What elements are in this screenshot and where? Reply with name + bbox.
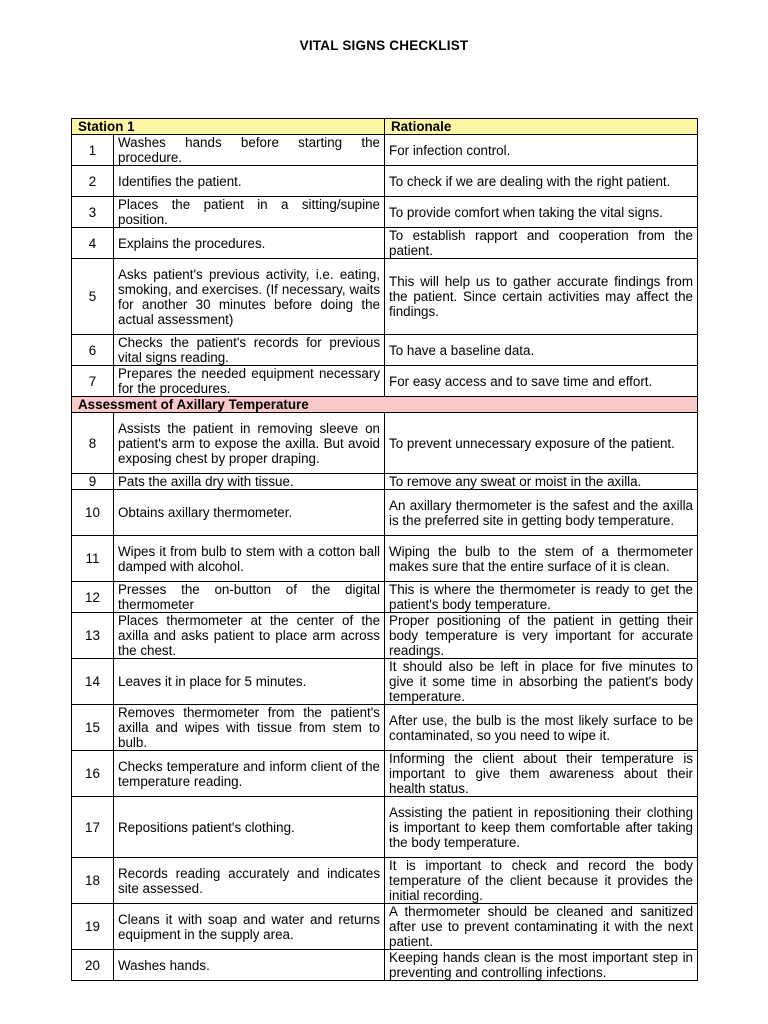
- step-number: 7: [72, 366, 114, 397]
- step-description: Repositions patient's clothing.: [114, 797, 385, 858]
- step-rationale: To provide comfort when taking the vital signs.: [385, 197, 698, 228]
- table-row: [72, 413, 698, 474]
- step-description: Presses the on-button of the digital thermometer: [114, 582, 385, 613]
- step-number: 16: [72, 751, 114, 797]
- step-description: Wipes it from bulb to stem with a cotton ball damped with alcohol.: [114, 536, 385, 582]
- table-row: [72, 659, 698, 705]
- table-row: [72, 259, 698, 335]
- step-description: Asks patient's previous activity, i.e. eating, smoking, and exercises. (If necessary, waits for another 30 minutes before doing the actual assessment): [114, 259, 385, 335]
- step-rationale: Assisting the patient in repositioning their clothing is important to keep them comfortable after taking the body temperature.: [385, 797, 698, 858]
- step-rationale: After use, the bulb is the most likely surface to be contaminated, so you need to wipe it.: [385, 705, 698, 751]
- step-description: Checks the patient's records for previous vital signs reading.: [114, 335, 385, 366]
- step-rationale: Informing the client about their temperature is important to give them awareness about their health status.: [385, 751, 698, 797]
- step-rationale: To remove any sweat or moist in the axilla.: [385, 474, 698, 490]
- step-description: Explains the procedures.: [114, 228, 385, 259]
- table-row: [72, 582, 698, 613]
- table-row: [72, 474, 698, 490]
- step-number: 9: [72, 474, 114, 490]
- step-rationale: To prevent unnecessary exposure of the patient.: [385, 413, 698, 474]
- step-description: Places thermometer at the center of the axilla and asks patient to place arm across the chest.: [114, 613, 385, 659]
- step-number: 5: [72, 259, 114, 335]
- step-number: 12: [72, 582, 114, 613]
- step-rationale: Keeping hands clean is the most important step in preventing and controlling infections.: [385, 950, 698, 981]
- step-description: Assists the patient in removing sleeve on patient's arm to expose the axilla. But avoid exposing chest by proper draping.: [114, 413, 385, 474]
- step-number: 11: [72, 536, 114, 582]
- table-row: [72, 135, 698, 166]
- step-number: 15: [72, 705, 114, 751]
- step-description: Cleans it with soap and water and returns equipment in the supply area.: [114, 904, 385, 950]
- step-description: Pats the axilla dry with tissue.: [114, 474, 385, 490]
- step-rationale: This will help us to gather accurate findings from the patient. Since certain activities may affect the findings.: [385, 259, 698, 335]
- step-description: Obtains axillary thermometer.: [114, 490, 385, 536]
- table-row: [72, 751, 698, 797]
- table-row: [72, 705, 698, 751]
- step-rationale: To have a baseline data.: [385, 335, 698, 366]
- table-row: [72, 858, 698, 904]
- step-rationale: An axillary thermometer is the safest and the axilla is the preferred site in getting body temperature.: [385, 490, 698, 536]
- step-rationale: For easy access and to save time and effort.: [385, 366, 698, 397]
- step-rationale: It is important to check and record the body temperature of the client because it provides the initial recording.: [385, 858, 698, 904]
- document-title: VITAL SIGNS CHECKLIST: [299, 38, 469, 53]
- step-number: 6: [72, 335, 114, 366]
- checklist-table: [71, 118, 698, 981]
- step-description: Washes hands.: [114, 950, 385, 981]
- section-header-row: [72, 397, 698, 413]
- step-number: 8: [72, 413, 114, 474]
- table-row: [72, 197, 698, 228]
- table-header-row: [72, 119, 698, 135]
- table-row: [72, 166, 698, 197]
- step-rationale: To check if we are dealing with the right patient.: [385, 166, 698, 197]
- step-rationale: It should also be left in place for five minutes to give it some time in absorbing the patient's body temperature.: [385, 659, 698, 705]
- step-description: Prepares the needed equipment necessary for the procedures.: [114, 366, 385, 397]
- step-rationale: To establish rapport and cooperation from the patient.: [385, 228, 698, 259]
- step-number: 2: [72, 166, 114, 197]
- rationale-header: Rationale: [385, 119, 698, 135]
- step-number: 20: [72, 950, 114, 981]
- table-row: [72, 490, 698, 536]
- section-title: Assessment of Axillary Temperature: [72, 397, 698, 413]
- step-rationale: This is where the thermometer is ready to get the patient's body temperature.: [385, 582, 698, 613]
- table-row: [72, 613, 698, 659]
- step-number: 19: [72, 904, 114, 950]
- table-row: [72, 366, 698, 397]
- step-number: 4: [72, 228, 114, 259]
- step-description: Leaves it in place for 5 minutes.: [114, 659, 385, 705]
- step-rationale: For infection control.: [385, 135, 698, 166]
- step-number: 10: [72, 490, 114, 536]
- table-row: [72, 904, 698, 950]
- table-row: [72, 228, 698, 259]
- table-row: [72, 797, 698, 858]
- step-description: Records reading accurately and indicates site assessed.: [114, 858, 385, 904]
- step-number: 3: [72, 197, 114, 228]
- step-description: Washes hands before starting the procedure.: [114, 135, 385, 166]
- table-row: [72, 536, 698, 582]
- table-row: [72, 950, 698, 981]
- station-steps: [72, 135, 698, 397]
- step-number: 18: [72, 858, 114, 904]
- step-number: 14: [72, 659, 114, 705]
- step-rationale: A thermometer should be cleaned and sanitized after use to prevent contaminating it with the next patient.: [385, 904, 698, 950]
- step-rationale: Wiping the bulb to the stem of a thermometer makes sure that the entire surface of it is clean.: [385, 536, 698, 582]
- step-number: 17: [72, 797, 114, 858]
- axillary-steps: [72, 413, 698, 981]
- station-header: Station 1: [72, 119, 385, 135]
- step-number: 1: [72, 135, 114, 166]
- table-row: [72, 335, 698, 366]
- step-description: Identifies the patient.: [114, 166, 385, 197]
- step-description: Removes thermometer from the patient's axilla and wipes with tissue from stem to bulb.: [114, 705, 385, 751]
- step-description: Checks temperature and inform client of the temperature reading.: [114, 751, 385, 797]
- step-rationale: Proper positioning of the patient in getting their body temperature is very important for accurate readings.: [385, 613, 698, 659]
- step-description: Places the patient in a sitting/supine position.: [114, 197, 385, 228]
- step-number: 13: [72, 613, 114, 659]
